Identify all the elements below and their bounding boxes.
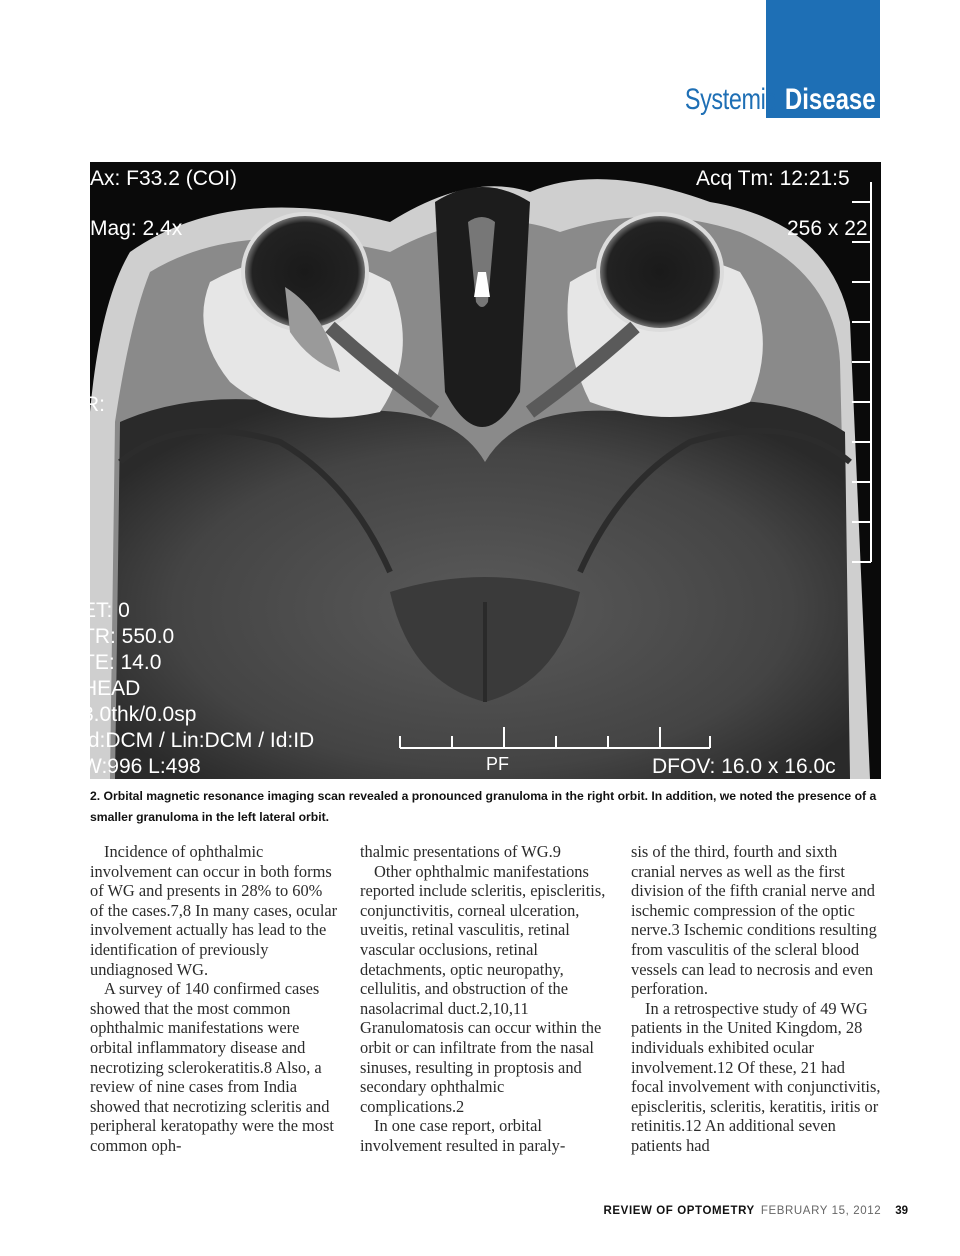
paragraph: Other ophthalmic manifestations reported include scleritis, episcleritis, conjunctivitis, corneal ulceration, uveitis, retinal vasculitis, retinal vascular occlusions, retinal detachments, optic neuropathy, cellulitis, and obstruction of the nasolacrimal duct.2,10,11 Granulomatosis can occur within the orbit or can infiltrate from the nasal sinuses, resulting in proptosis and secondary ophthalmic complications.2	[360, 861, 606, 1116]
overlay-head: HEAD	[82, 677, 141, 700]
overlay-dfov: DFOV: 16.0 x 16.0c	[652, 755, 836, 778]
figure-caption: 2. Orbital magnetic resonance imaging scan revealed a pronounced granuloma in the right orbit. In addition, we noted the presence of a smaller granuloma in the left lateral orbit.	[90, 789, 877, 824]
mri-scan-image	[82, 162, 881, 779]
overlay-et: ET: 0	[82, 599, 130, 622]
section-title-systemic: Systemic	[684, 83, 777, 116]
overlay-matrix: 256 x 22	[787, 217, 868, 240]
overlay-te: TE: 14.0	[82, 651, 162, 674]
page-number: 39	[895, 1205, 908, 1217]
paragraph: sis of the third, fourth and sixth cranial nerves as well as the first division of the fifth cranial nerve and ischemic compression of the optic nerve.3 Ischemic conditions resulting from vasculitis of the scleral blood vessels can lead to necrosis and even perforation.	[631, 842, 877, 999]
paragraph: In a retrospective study of 49 WG patients in the United Kingdom, 28 individuals exhibited ocular involvement.12 Of these, 21 had focal involvement with conjunctivitis, episcleritis, scleritis, keratitis, iritis or retinitis.12 An additional seven patients had	[631, 998, 881, 1155]
overlay-pf: PF	[486, 754, 510, 774]
body-column-3	[631, 842, 881, 1156]
paragraph: thalmic presentations of WG.9	[360, 842, 561, 861]
section-header	[659, 82, 880, 118]
overlay-ax: Ax: F33.2 (COI)	[90, 167, 238, 190]
overlay-tr: TR: 550.0	[82, 625, 175, 648]
overlay-w: W:996 L:498	[82, 755, 201, 778]
overlay-thk: 3.0thk/0.0sp	[82, 703, 197, 726]
page-footer	[604, 1205, 909, 1217]
paragraph: In one case report, orbital involvement resulted in paraly-	[360, 1116, 566, 1155]
publication-name: REVIEW OF OPTOMETRY	[603, 1205, 755, 1217]
body-column-1	[90, 842, 340, 1156]
section-title-disease: Disease	[784, 83, 876, 116]
overlay-id: Id:DCM / Lin:DCM / Id:ID	[82, 729, 315, 752]
paragraph: A survey of 140 confirmed cases showed that the most common ophthalmic manifestations were orbital inflammatory disease and necrotizing sclerokeratitis.8 Also, a review of nine cases from India showed that necrotizing scleritis and peripheral keratopathy were the most common oph-	[90, 979, 334, 1155]
overlay-mag: Mag: 2.4x	[90, 217, 183, 240]
overlay-r: R:	[84, 393, 105, 416]
issue-date: FEBRUARY 15, 2012	[760, 1205, 882, 1217]
body-column-2	[360, 842, 610, 1156]
paragraph: Incidence of ophthalmic involvement can occur in both forms of WG and presents in 28% to 60% of the cases.7,8 In many cases, ocular involvement actually has lead to the identification of previously undiagnosed WG.	[90, 842, 338, 979]
overlay-acq-time: Acq Tm: 12:21:5	[696, 167, 850, 190]
mri-scan-drawing	[90, 162, 881, 779]
